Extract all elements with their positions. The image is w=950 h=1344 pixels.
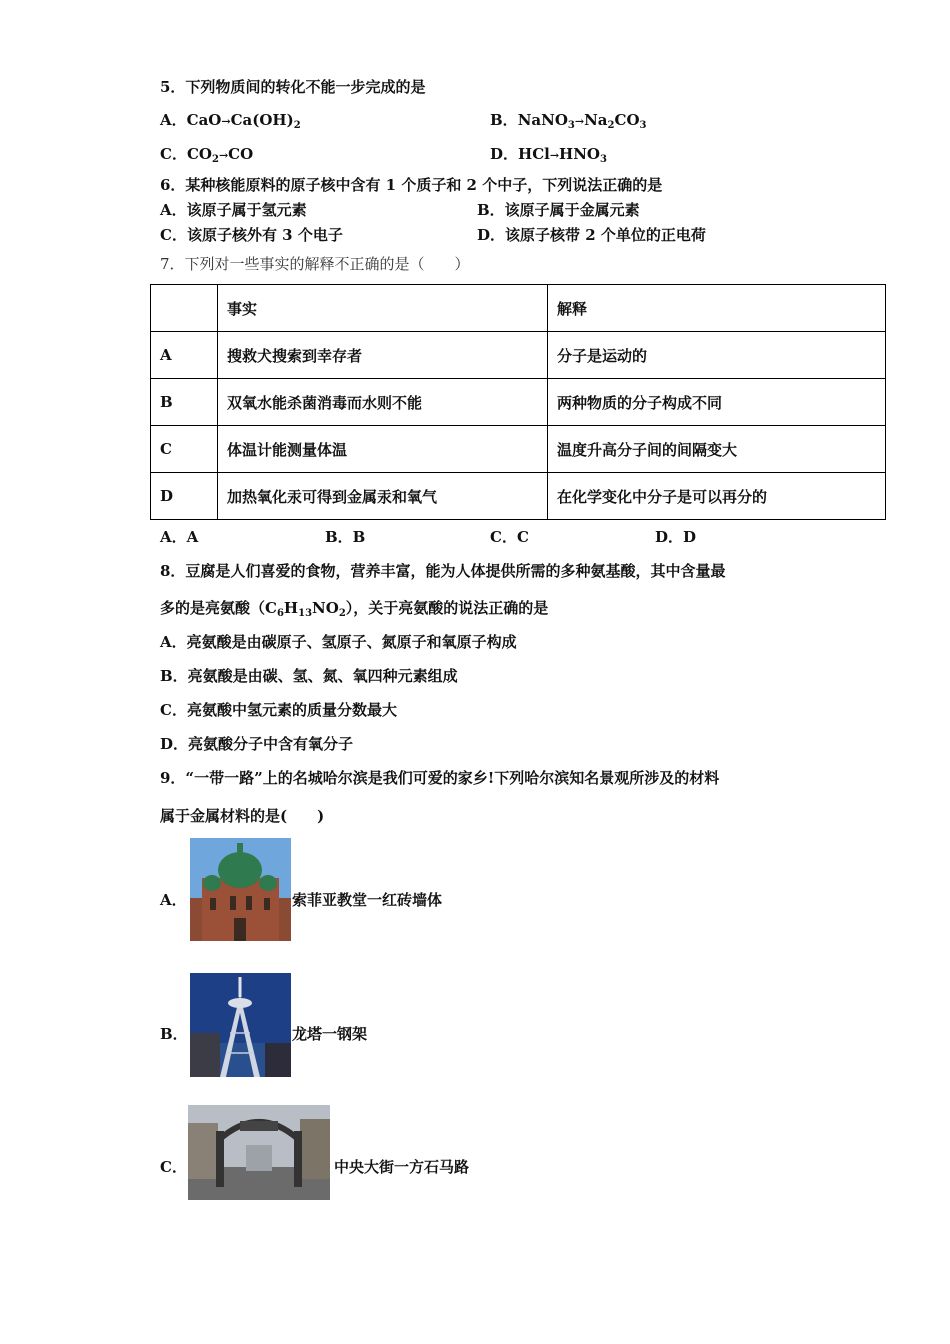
q6-option-c: C．该原子核外有 3 个电子 [160,226,343,244]
q5-option-c: C．$CO_2\to CO$ [160,145,254,165]
facts-table [150,284,886,520]
q9-stem-line2: 属于金属材料的是( ) [160,807,325,825]
row-fact: 加热氧化汞可得到金属汞和氧气 [218,473,548,520]
q6-option-b: B．该原子属于金属元素 [477,201,640,219]
table-header-row [151,285,886,332]
q9-stem-line1: 9．“一带一路”上的名城哈尔滨是我们可爱的家乡!下列哈尔滨知名景观所涉及的材料 [160,769,720,787]
table-row [151,379,886,426]
q7-answer-d: D．D [655,528,697,546]
church-photo [190,838,291,941]
q7-stem: 7．下列对一些事实的解释不正确的是（ ） [160,255,470,273]
q9-option-a-text: 索菲亚教堂一红砖墙体 [292,891,443,909]
q5-option-d: D．$HCl\to HNO_3$ [490,145,607,165]
street-photo [188,1105,330,1200]
q7-answer-c: C．C [490,528,529,546]
row-explanation: 分子是运动的 [548,332,886,379]
q9-option-c-label: C． [160,1158,187,1176]
q8-option-c: C．亮氨酸中氢元素的质量分数最大 [160,701,397,719]
q8-stem-line2: 多的是亮氨酸$(C_6H_{13}NO_2)$，关于亮氨酸的说法正确的是 [160,599,549,619]
row-key: C [151,426,218,473]
row-fact: 搜救犬搜索到幸存者 [218,332,548,379]
row-key: A [151,332,218,379]
q8-option-a: A．亮氨酸是由碳原子、氢原子、氮原子和氧原子构成 [160,633,517,651]
tower-photo [190,973,291,1077]
q6-option-a: A．该原子属于氢元素 [160,201,307,219]
q6-stem: 6．某种核能原料的原子核中含有 1 个质子和 2 个中子，下列说法正确的是 [160,176,663,194]
q5-option-a: A．$CaO\to Ca(OH)_2$ [160,111,301,131]
table-header-cell [151,285,218,332]
q9-option-b-text: 龙塔一钢架 [292,1025,368,1043]
q5-option-b: B．$NaNO_3\to Na_2CO_3$ [490,111,647,131]
row-fact: 双氧水能杀菌消毒而水则不能 [218,379,548,426]
q9-option-c-text: 中央大街一方石马路 [334,1158,470,1176]
table-row [151,473,886,520]
q9-option-a-label: A． [160,891,187,909]
q5-stem: 5．下列物质间的转化不能一步完成的是 [160,78,426,96]
q6-option-d: D．该原子核带 2 个单位的正电荷 [477,226,706,244]
q8-option-b: B．亮氨酸是由碳、氢、氮、氧四种元素组成 [160,667,458,685]
row-key: D [151,473,218,520]
q7-answer-b: B．B [325,528,366,546]
row-explanation: 在化学变化中分子是可以再分的 [548,473,886,520]
q9-option-b-label: B． [160,1025,188,1043]
table-header-cell: 事实 [218,285,548,332]
q8-stem-line1: 8．豆腐是人们喜爱的食物，营养丰富，能为人体提供所需的多种氨基酸，其中含量最 [160,562,726,580]
row-fact: 体温计能测量体温 [218,426,548,473]
table-row [151,426,886,473]
table-header-cell: 解释 [548,285,886,332]
q7-answer-a: A．A [160,528,199,546]
row-explanation: 温度升高分子间的间隔变大 [548,426,886,473]
table-row [151,332,886,379]
q8-option-d: D．亮氨酸分子中含有氧分子 [160,735,354,753]
row-explanation: 两种物质的分子构成不同 [548,379,886,426]
row-key: B [151,379,218,426]
